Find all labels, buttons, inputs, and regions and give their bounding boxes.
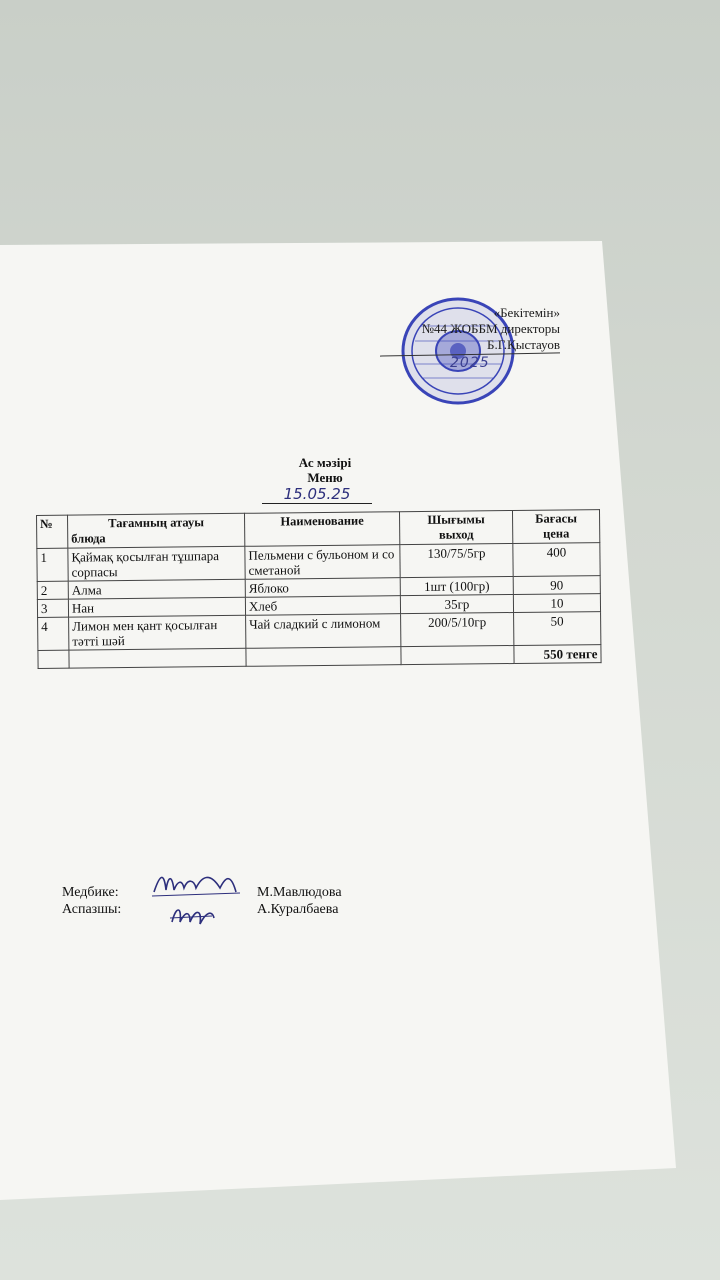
header-kz-ru-text: блюда <box>71 531 106 546</box>
row-output: 1шт (100гр) <box>400 577 513 596</box>
title-kz: Ас мәзірі <box>298 455 352 470</box>
row-name-kz: Алма <box>68 579 245 599</box>
menu-date: 15.05.25 <box>262 485 372 504</box>
row-num: 3 <box>37 599 68 617</box>
signature-role: Аспазшы: <box>62 902 122 917</box>
row-name-kz: Қаймақ қосылған тұшпара сорпасы <box>68 546 245 581</box>
row-price: 90 <box>513 576 600 595</box>
signature-name: М.Мавлюдова <box>257 885 342 900</box>
approval-position: №44 ЖОББМ директоры <box>421 321 560 336</box>
row-name-kz: Нан <box>68 597 245 617</box>
row-num: 2 <box>37 581 68 599</box>
signature-role: Медбике: <box>62 885 119 900</box>
approval-director-name: Б.Г.Қыстауов <box>487 337 560 352</box>
approval-block <box>380 305 560 353</box>
cook-handwritten-signature <box>168 900 218 930</box>
total-empty-cell <box>38 650 69 668</box>
header-price <box>512 510 599 544</box>
header-kz <box>68 513 245 548</box>
header-price-ru: цена <box>543 526 570 541</box>
row-name-ru: Хлеб <box>245 596 400 616</box>
total-empty-cell <box>246 647 401 667</box>
title-ru: Меню <box>307 470 343 485</box>
total-empty-cell <box>401 646 514 665</box>
row-name-ru: Пельмени с бульоном и со сметаной <box>245 545 400 580</box>
approval-date: 2025 <box>450 355 490 371</box>
header-output-ru: выход <box>438 527 474 542</box>
signature-name: А.Куралбаева <box>257 902 339 917</box>
approval-heading: «Бекітемін» <box>493 305 560 320</box>
total-empty-cell <box>69 648 246 668</box>
document-title <box>270 455 380 485</box>
header-kz-text: Тағамның атауы <box>108 515 205 531</box>
header-ru: Наименование <box>244 512 399 547</box>
row-price: 10 <box>513 594 600 613</box>
row-num: 1 <box>37 548 68 581</box>
row-output: 130/75/5гр <box>400 544 513 578</box>
header-price-kz: Бағасы <box>535 511 578 526</box>
header-output-kz: Шығымы <box>427 512 485 527</box>
row-price: 50 <box>514 612 601 646</box>
row-name-ru: Чай сладкий с лимоном <box>246 614 401 649</box>
row-num: 4 <box>38 617 69 650</box>
row-name-ru: Яблоко <box>245 578 400 598</box>
row-name-kz: Лимон мен қант қосылған тәтті шәй <box>69 615 246 650</box>
row-price: 400 <box>513 543 600 577</box>
nurse-handwritten-signature <box>150 866 242 900</box>
menu-table <box>36 509 602 669</box>
row-output: 200/5/10гр <box>401 613 514 647</box>
header-num: № <box>37 515 68 548</box>
row-output: 35гр <box>400 595 513 614</box>
total-value: 550 тенге <box>514 645 601 664</box>
header-output <box>399 511 512 545</box>
